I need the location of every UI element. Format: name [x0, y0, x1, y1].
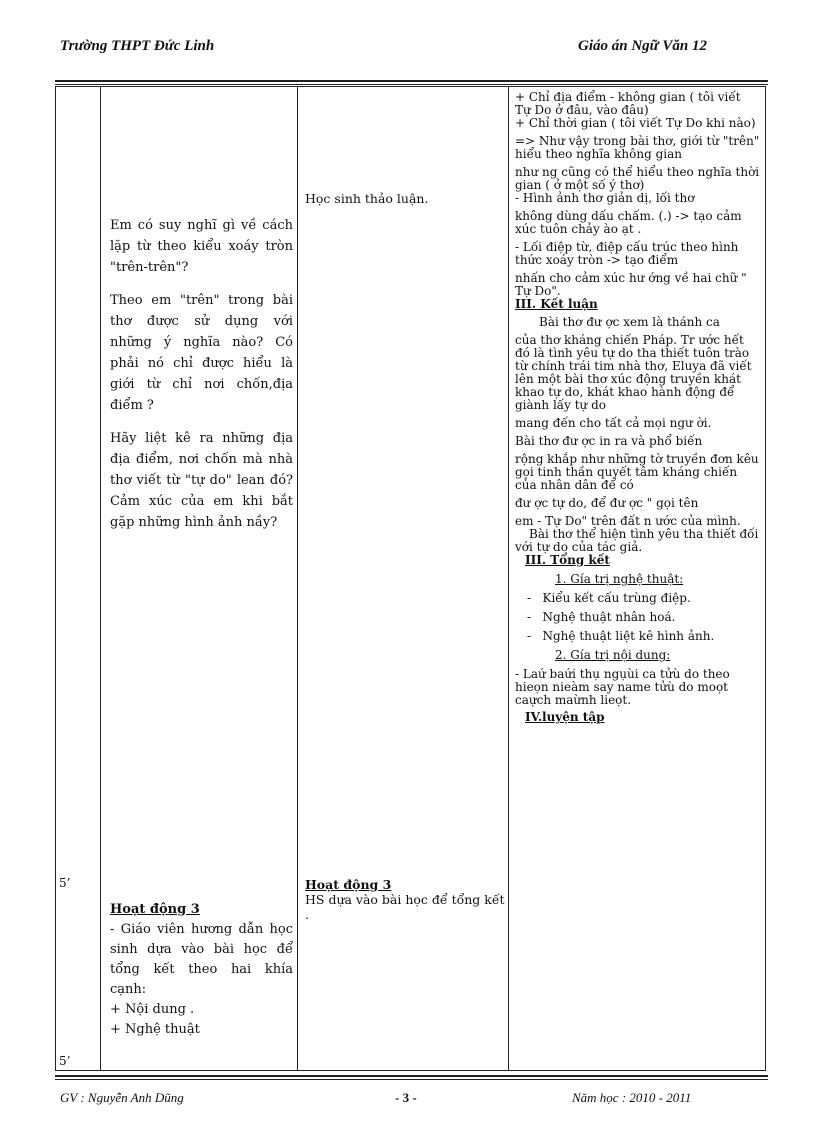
footer-rule	[55, 1075, 768, 1077]
content-line: Bài thơ đư ợc in ra và phổ biến	[515, 434, 703, 448]
time-mark: 5’	[59, 876, 71, 890]
summary-item-text: Nghệ thuật nhân hoá.	[542, 610, 676, 624]
footer-teacher: GV : Nguyễn Anh Dũng	[60, 1090, 184, 1105]
question-2: Theo em "trên" trong bài thơ được sử dụng với những ý nghĩa nào? Có phải nó chỉ được hiểu là giới từ chỉ nơi chốn,địa điểm ?	[110, 293, 293, 413]
content-line: như ng cũng có thể hiểu theo nghĩa thời gian ( ở một số ý thơ)	[515, 165, 760, 192]
summary-item: - Nghệ thuật liệt kê hình ảnh.	[527, 629, 715, 643]
header-rule	[55, 80, 768, 82]
section-conclusion: III. Kết luận	[515, 297, 598, 311]
summary-item: - Nghệ thuật nhân hoá.	[527, 610, 676, 624]
activity-text: HS dựa vào bài học để tổng kết .	[305, 892, 505, 922]
column-divider	[508, 87, 509, 1070]
page-number: - 3 -	[395, 1090, 417, 1105]
content-line: mang đến cho tất cả mọi ngư ời.	[515, 416, 712, 430]
student-activity-3	[305, 877, 505, 922]
section-summary: III. Tổng kết	[525, 553, 610, 567]
content-line: - Lối điệp từ, điệp cấu trúc theo hình thức xoáy tròn -> tạo điểm	[515, 240, 739, 267]
activity-bullet: + Nội dung .	[110, 1002, 195, 1017]
content-line: => Như vậy trong bài thơ, giới từ "trên" hiểu theo nghĩa không gian	[515, 134, 760, 161]
column-divider	[297, 87, 298, 1070]
header-school: Trường THPT Đức Linh	[60, 38, 215, 54]
teacher-activity-3	[110, 900, 293, 1040]
footer-rule-thin	[55, 1079, 768, 1080]
summary-heading: 1. Gía trị nghệ thuật:	[555, 572, 684, 586]
content-line: đư ợc tự do, để đư ợc " gọi tên	[515, 496, 699, 510]
activity-bullet: + Nghệ thuật	[110, 1022, 200, 1037]
content-line: em - Tự Do" trên đất n ước của mình.	[515, 514, 741, 528]
summary-item-text: Kiểu kết cấu trùng điệp.	[542, 591, 691, 605]
summary-item: - Laứ baứi thụ ngụùi ca tửù do theo hieọn nieàm say name tửù do moọt caựch maừnh lieọt.	[515, 667, 730, 707]
footer-school-year: Năm học : 2010 - 2011	[572, 1090, 692, 1105]
content-line: không dùng dấu chấm. (.) -> tạo cảm xúc tuôn chảy ào ạt .	[515, 209, 742, 236]
summary-item-text: Nghệ thuật liệt kê hình ảnh.	[542, 629, 715, 643]
content-line: của thơ kháng chiến Pháp. Tr ước hết đó là tình yêu tự do tha thiết tuôn trào từ chính trái tim nhà thơ, Eluya đã viết lên một bài thơ xúc động truyền khát khao tự do, khát khao hành động để giành lấy tự do	[515, 333, 752, 412]
content-line: - Hình ảnh thơ giản dị, lối thơ	[515, 191, 695, 205]
section-practice: IV.luyện tập	[525, 710, 605, 724]
content-line: + Chỉ thời gian ( tôi viết Tự Do khi nào)	[515, 116, 756, 130]
lesson-table	[55, 86, 766, 1071]
content-line: rộng khắp như những tờ truyền đơn kêu gọi tinh thần quyết tâm kháng chiến của nhân dân để có	[515, 452, 759, 492]
content-line: Bài thơ đư ợc xem là thánh ca	[539, 315, 720, 329]
content-line: Bài thơ thể hiện tình yêu tha thiết đối với tự do của tác giả.	[515, 527, 759, 554]
summary-heading: 2. Gía trị nội dung:	[555, 648, 671, 662]
content-line: + Chỉ địa điểm - không gian ( tôi viết Tự Do ở đâu, vào đâu)	[515, 90, 741, 117]
student-discussion: Học sinh thảo luận.	[305, 191, 429, 206]
header-rule-thin	[55, 84, 768, 85]
header-subject: Giáo án Ngữ Văn 12	[578, 38, 708, 54]
activity-title: Hoạt động 3	[110, 902, 200, 917]
lesson-content	[515, 91, 760, 724]
time-mark: 5’	[59, 1054, 71, 1068]
column-divider	[100, 87, 101, 1070]
question-1: Em có suy nghĩ gì về cách lặp từ theo kiểu xoáy tròn "trên-trên"?	[110, 218, 293, 275]
teacher-questions	[110, 215, 293, 545]
activity-text: - Giáo viên hương dẫn học sinh dựa vào bài học để tổng kết theo hai khía cạnh:	[110, 922, 293, 997]
summary-item: - Kiểu kết cấu trùng điệp.	[527, 591, 691, 605]
question-3: Hãy liệt kê ra những địa địa điểm, nơi chốn mà nhà thơ viết từ "tự do" lean đó? Cảm xúc của em khi bắt gặp những hình ảnh nầy?	[110, 431, 293, 530]
content-line: nhấn cho cảm xúc hư ớng về hai chữ " Tự Do".	[515, 271, 747, 298]
activity-title: Hoạt động 3	[305, 877, 392, 892]
